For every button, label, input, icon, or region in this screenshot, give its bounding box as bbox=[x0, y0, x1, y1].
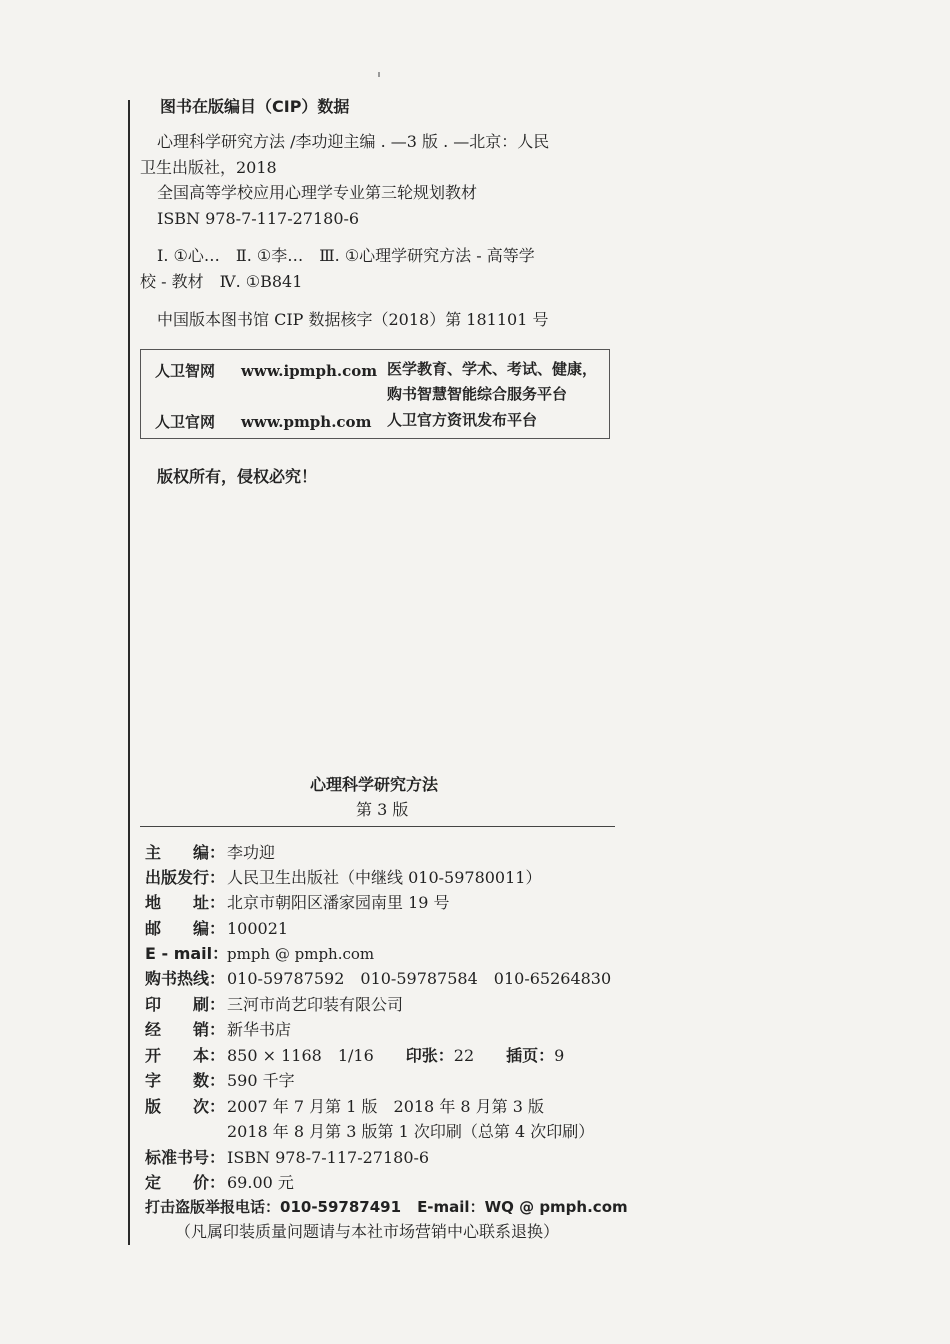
info-row-printer bbox=[145, 995, 403, 1015]
hotline-1: 010-59787592 bbox=[227, 969, 345, 988]
paper-speck bbox=[378, 72, 380, 77]
postcode-value: 100021 bbox=[227, 919, 289, 938]
format-label: 开 本： bbox=[145, 1046, 226, 1065]
address-label: 地 址： bbox=[145, 893, 226, 912]
site2-url: www.pmph.com bbox=[241, 413, 372, 431]
edition-value-2: 2018 年 8 月第 3 版第 1 次印刷（总第 4 次印刷） bbox=[227, 1122, 595, 1141]
cip-series: 全国高等学校应用心理学专业第三轮规划教材 bbox=[157, 183, 478, 202]
hotline-2: 010-59787584 bbox=[360, 969, 478, 988]
anti-piracy-report bbox=[145, 1197, 628, 1217]
isbn-label: 标准书号： bbox=[145, 1148, 226, 1167]
printer-value: 三河市尚艺印装有限公司 bbox=[227, 995, 404, 1014]
edition-label: 版 次： bbox=[145, 1097, 226, 1116]
site1-description-line-1: 医学教育、学术、考试、健康， bbox=[387, 360, 598, 378]
title-divider bbox=[140, 826, 615, 827]
website-info-box bbox=[140, 349, 610, 439]
format-value: 850 × 1168 1/16 bbox=[227, 1046, 374, 1065]
cip-isbn: ISBN 978-7-117-27180-6 bbox=[157, 209, 360, 228]
publisher-value: 人民卫生出版社（中继线 010-59780011） bbox=[227, 868, 542, 887]
info-row-postcode bbox=[145, 919, 288, 939]
editor-value: 李功迎 bbox=[227, 843, 276, 862]
cip-title-line-2: 卫生出版社，2018 bbox=[140, 158, 277, 177]
dealer-label: 经 销： bbox=[145, 1020, 226, 1039]
info-row-hotline bbox=[145, 969, 611, 989]
hotline-label: 购书热线： bbox=[145, 969, 226, 988]
email-value: pmph @ pmph.com bbox=[227, 945, 375, 963]
cip-record-number: 中国版本图书馆 CIP 数据核字（2018）第 181101 号 bbox=[157, 310, 549, 329]
info-row-address bbox=[145, 893, 450, 913]
isbn-value: ISBN 978-7-117-27180-6 bbox=[227, 1148, 430, 1167]
site2-description: 人卫官方资讯发布平台 bbox=[387, 411, 538, 429]
words-label: 字 数： bbox=[145, 1071, 226, 1090]
price-label: 定 价： bbox=[145, 1173, 226, 1192]
book-title: 心理科学研究方法 bbox=[310, 775, 439, 794]
publisher-label: 出版发行： bbox=[145, 868, 226, 887]
cip-classification-line-2: 校 - 教材 Ⅳ. ①B841 bbox=[140, 272, 303, 291]
price-value: 69.00 元 bbox=[227, 1173, 294, 1192]
edition-value-1: 2007 年 7 月第 1 版 2018 年 8 月第 3 版 bbox=[227, 1097, 545, 1116]
info-row-format bbox=[145, 1046, 564, 1066]
info-row-isbn bbox=[145, 1148, 429, 1168]
plates-value: 9 bbox=[554, 1046, 565, 1065]
report-email-label: E-mail： bbox=[417, 1198, 485, 1216]
printer-label: 印 刷： bbox=[145, 995, 226, 1014]
site1-name: 人卫智网 bbox=[155, 362, 216, 380]
info-row-dealer bbox=[145, 1020, 291, 1040]
info-row-edition bbox=[145, 1097, 544, 1117]
sheets-label: 印张： bbox=[405, 1046, 454, 1065]
address-value: 北京市朝阳区潘家园南里 19 号 bbox=[227, 893, 450, 912]
postcode-label: 邮 编： bbox=[145, 919, 226, 938]
plates-label: 插页： bbox=[506, 1046, 555, 1065]
quality-notice: （凡属印装质量问题请与本社市场营销中心联系退换） bbox=[175, 1222, 560, 1241]
book-edition: 第 3 版 bbox=[356, 800, 409, 819]
info-row-words bbox=[145, 1071, 295, 1091]
left-margin-rule bbox=[128, 100, 130, 1245]
sheets-value: 22 bbox=[453, 1046, 475, 1065]
hotline-3: 010-65264830 bbox=[493, 969, 612, 988]
site1-description-line-2: 购书智慧智能综合服务平台 bbox=[387, 385, 568, 403]
cip-heading: 图书在版编目（CIP）数据 bbox=[160, 97, 350, 116]
words-value: 590 千字 bbox=[227, 1071, 295, 1090]
dealer-value: 新华书店 bbox=[227, 1020, 292, 1039]
site2-name: 人卫官网 bbox=[155, 413, 216, 431]
info-row-publisher bbox=[145, 868, 541, 888]
report-label: 打击盗版举报电话： bbox=[145, 1198, 281, 1216]
email-label: E - mail： bbox=[145, 944, 229, 963]
report-email: WQ @ pmph.com bbox=[484, 1198, 628, 1216]
cip-classification-line-1: Ⅰ. ①心… Ⅱ. ①李… Ⅲ. ①心理学研究方法 - 高等学 bbox=[157, 246, 535, 265]
report-phone: 010-59787491 bbox=[280, 1198, 402, 1216]
info-row-email bbox=[145, 944, 374, 964]
copyright-notice: 版权所有，侵权必究！ bbox=[157, 467, 318, 486]
site1-url: www.ipmph.com bbox=[241, 362, 378, 380]
info-row-editor bbox=[145, 843, 275, 863]
info-row-price bbox=[145, 1173, 294, 1193]
cip-title-line-1: 心理科学研究方法 /李功迎主编 . —3 版 . —北京：人民 bbox=[157, 132, 550, 151]
editor-label: 主 编： bbox=[145, 843, 226, 862]
info-row-edition-2 bbox=[227, 1122, 594, 1142]
